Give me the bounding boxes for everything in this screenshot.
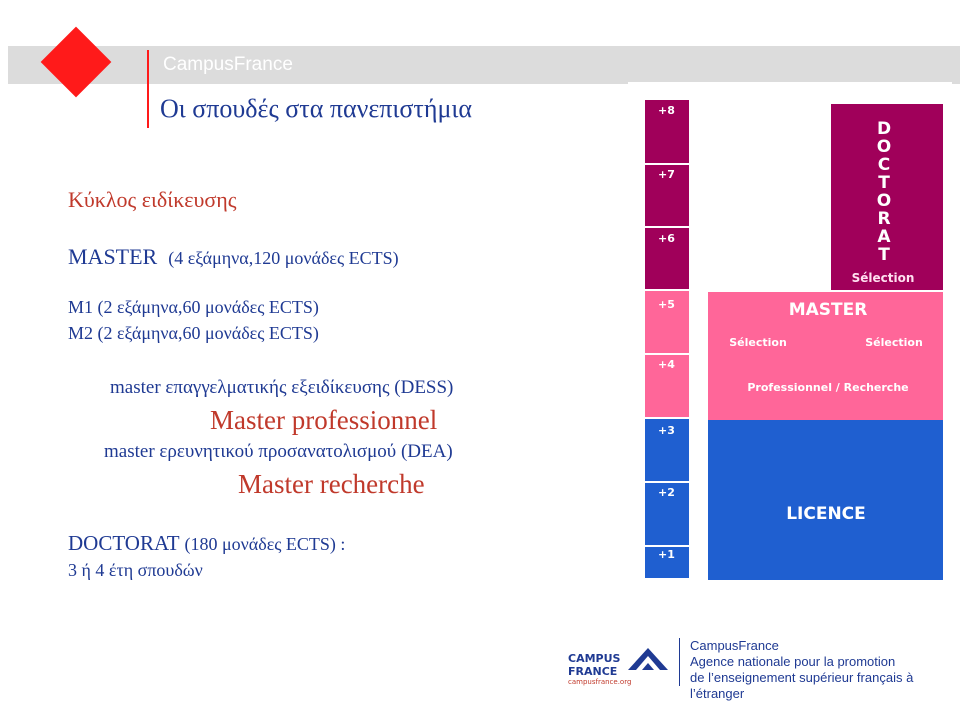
m1-line: M1 (2 εξάμηνα,60 μονάδες ECTS)	[68, 297, 319, 317]
licence-block-title: LICENCE	[786, 504, 866, 524]
licence-block	[708, 420, 943, 580]
doctorat-detail: (180 μονάδες ECTS) :	[184, 534, 346, 554]
year-label: +2	[658, 486, 675, 499]
diamond-logo-icon	[41, 27, 112, 98]
doctorat-letter: D	[876, 119, 892, 139]
doctorat-letter: T	[878, 245, 890, 265]
brand-name: CampusFrance	[163, 54, 293, 75]
master-selection-left: Sélection	[729, 336, 787, 349]
footer-divider	[679, 638, 680, 686]
master-label: MASTER	[68, 244, 158, 269]
master-pro-french: Master professionnel	[210, 405, 438, 435]
cycle-heading: Κύκλος ειδίκευσης	[68, 187, 237, 212]
degree-diagram	[628, 82, 952, 612]
logo-text-france: FRANCE	[568, 665, 618, 678]
year-label: +1	[658, 548, 675, 561]
degree-diagram-svg	[628, 82, 952, 612]
logo-triangle-icon	[628, 648, 668, 670]
doctorat-letter: T	[878, 173, 890, 193]
header-bar	[8, 46, 960, 84]
master-block-title: MASTER	[788, 300, 868, 320]
doctorat-letter: R	[877, 209, 891, 229]
doctorat-letter: C	[877, 155, 891, 175]
master-heading	[68, 244, 399, 270]
master-research-french: Master recherche	[238, 469, 425, 499]
year-label: +6	[658, 232, 675, 245]
m2-line: M2 (2 εξάμηνα,60 μονάδες ECTS)	[68, 323, 319, 343]
doctorat-letter: O	[876, 137, 892, 157]
footer-line-2: Agence nationale pour la promotion	[690, 654, 896, 669]
master-block-subtitle: Professionnel / Recherche	[747, 381, 909, 394]
logo-text-campus: CAMPUS	[568, 652, 621, 665]
footer-line-1: CampusFrance	[690, 638, 779, 653]
year-label: +7	[658, 168, 675, 181]
page-title: Οι σπουδές στα πανεπιστήμια	[160, 94, 472, 123]
footer-line-3: de l’enseignement supérieur français à l’étranger	[690, 670, 914, 701]
year-label: +3	[658, 424, 675, 437]
year-column-doctorat	[645, 100, 689, 290]
doctorat-line	[68, 531, 345, 556]
doctorat-selection: Sélection	[851, 271, 915, 285]
master-detail: (4 εξάμηνα,120 μονάδες ECTS)	[168, 248, 399, 268]
year-label: +4	[658, 358, 675, 371]
header-divider	[147, 50, 149, 128]
doctorat-letter: A	[877, 227, 891, 247]
year-label: +8	[658, 104, 675, 117]
doctorat-label: DOCTORAT	[68, 531, 180, 555]
years-line: 3 ή 4 έτη σπουδών	[68, 560, 203, 580]
master-selection-right: Sélection	[865, 336, 923, 349]
master-research-greek: master ερευνητικού προσανατολισμού (DEA)	[104, 441, 453, 462]
logo-url: campusfrance.org	[568, 678, 632, 686]
footer-text	[690, 638, 960, 702]
year-label: +5	[658, 298, 675, 311]
campusfrance-logo	[566, 640, 678, 686]
doctorat-letter: O	[876, 191, 892, 211]
master-pro-greek: master επαγγελματικής εξειδίκευσης (DESS)	[110, 377, 454, 398]
